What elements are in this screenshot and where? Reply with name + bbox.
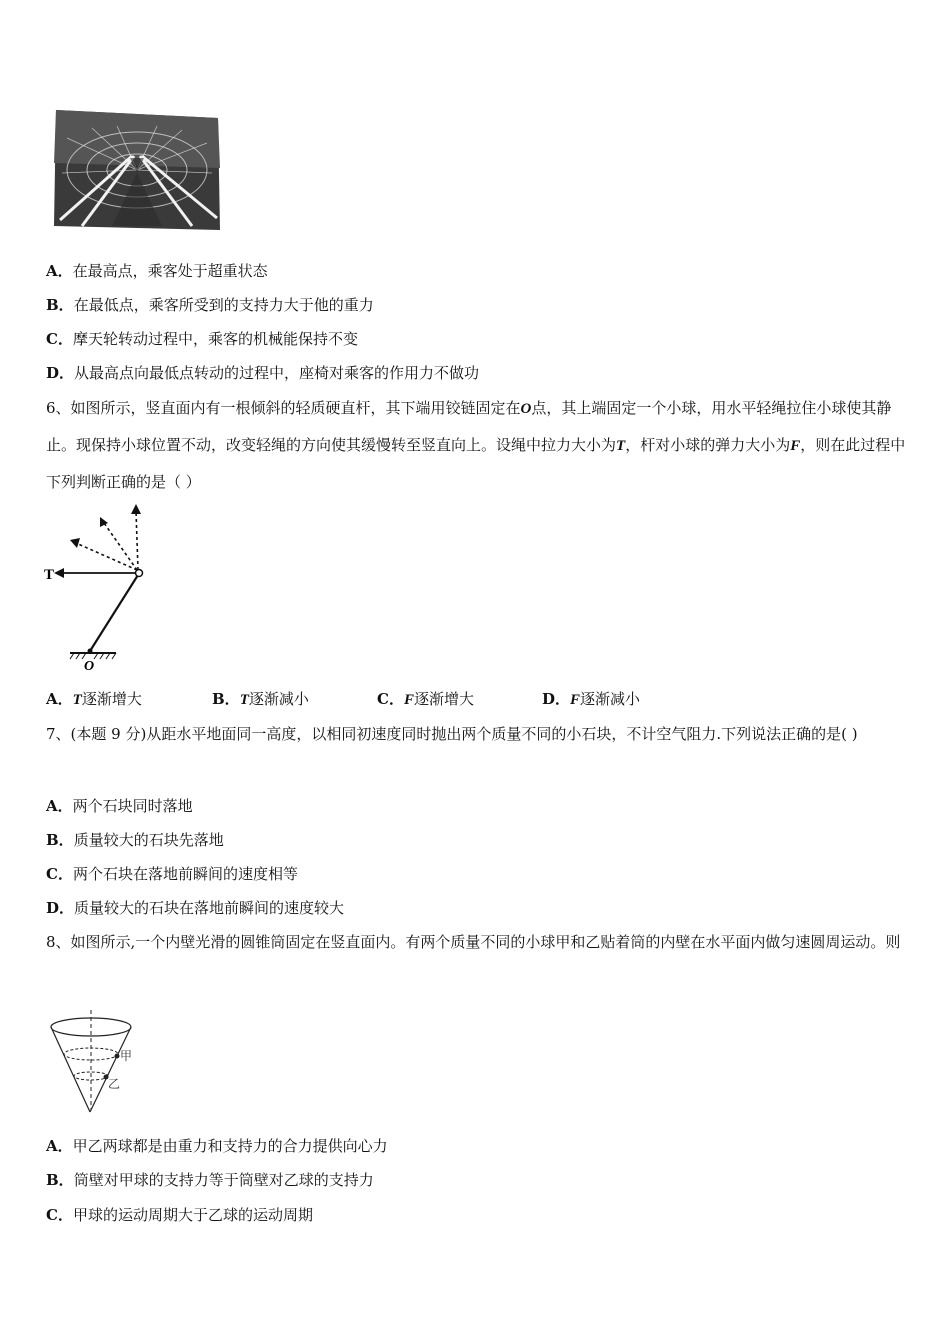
q7-stem: 7、(本题 9 分)从距水平地面同一高度，以相同初速度同时抛出两个质量不同的小石块，不计空气阻力.下列说法正确的是( ) [46, 725, 858, 743]
q8-option-c: C．甲球的运动周期大于乙球的运动周期 [46, 1206, 313, 1224]
label-jia: 甲 [120, 1049, 133, 1063]
q6-option-b: B．T逐渐减小 [212, 690, 309, 708]
q6-option-a: A．T逐渐增大 [46, 690, 142, 708]
label-o: O [84, 659, 95, 671]
q8-cone-diagram [44, 1010, 144, 1115]
q5-option-b: B．在最低点，乘客所受到的支持力大于他的重力 [46, 296, 374, 314]
q7-option-b: B．质量较大的石块先落地 [46, 831, 224, 849]
q5-option-c: C．摩天轮转动过程中，乘客的机械能保持不变 [46, 330, 358, 348]
q6-stem: 6、如图所示，竖直面内有一根倾斜的轻质硬直杆，其下端用铰链固定在O点，其上端固定一个小球，用水平轻绳拉住小球使其静止。现保持小球位置不动，改变轻绳的方向使其缓慢转至竖直向上。设绳中拉力大小为T，杆对小球的弹力大小为F，则在此过程中下列判断正确的是（ ） [46, 399, 906, 491]
q8-option-a: A．甲乙两球都是由重力和支持力的合力提供向心力 [46, 1137, 388, 1155]
ferris-wheel-photo [52, 108, 222, 233]
q7-option-d: D．质量较大的石块在落地前瞬间的速度较大 [46, 899, 345, 917]
q5-option-d: D．从最高点向最低点转动的过程中，座椅对乘客的作用力不做功 [46, 364, 480, 382]
q8-stem: 8、如图所示,一个内壁光滑的圆锥筒固定在竖直面内。有两个质量不同的小球甲和乙贴着筒的内壁在水平面内做匀速圆周运动。则 [46, 933, 901, 951]
q6-option-c: C．F逐渐增大 [377, 690, 474, 708]
q8-option-b: B．筒壁对甲球的支持力等于筒壁对乙球的支持力 [46, 1171, 374, 1189]
q5-option-a: A．在最高点，乘客处于超重状态 [46, 262, 268, 280]
q7-option-a: A．两个石块同时落地 [46, 797, 193, 815]
label-t: T [44, 567, 55, 583]
q6-option-d: D．F逐渐减小 [542, 690, 641, 708]
label-yi: 乙 [108, 1077, 121, 1091]
q7-option-c: C．两个石块在落地前瞬间的速度相等 [46, 865, 298, 883]
q6-rod-rope-diagram [44, 503, 154, 671]
